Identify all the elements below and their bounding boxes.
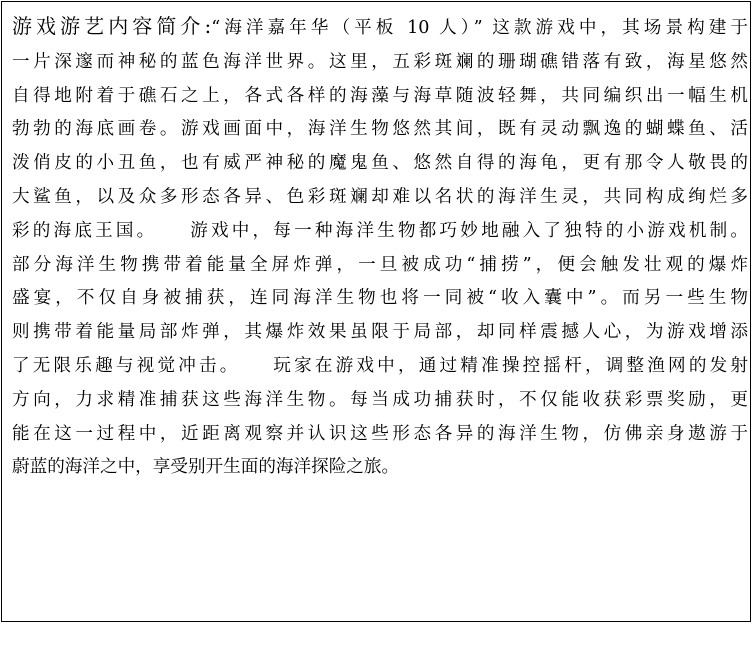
document-line-3: 自得地附着于礁石之上，各式各样的海藻与海草随波轻舞，共同编织出一幅生机 — [12, 85, 748, 106]
document-line-5: 泼俏皮的小丑鱼，也有威严神秘的魔鬼鱼、悠然自得的海龟，更有那令人敬畏的 — [12, 153, 748, 174]
document-body — [12, 10, 748, 485]
document-line-9: 盛宴，不仅自身被捕获，连同海洋生物也将一同被“收入囊中”。而另一些生物 — [12, 288, 748, 309]
document-line-6: 大鲨鱼，以及众多形态各异、色彩斑斓却难以名状的海洋生灵，共同构成绚烂多 — [12, 186, 748, 207]
document-line-13: 能在这一过程中，近距离观察并认识这些形态各异的海洋生物，仿佛亲身遨游于 — [12, 423, 748, 444]
document-line-10: 则携带着能量局部炸弹，其爆炸效果虽限于局部，却同样震撼人心，为游戏增添 — [12, 322, 748, 343]
document-line-7: 彩的海底王国。 游戏中，每一种海洋生物都巧妙地融入了独特的小游戏机制。 — [12, 220, 748, 241]
document-line-11: 了无限乐趣与视觉冲击。 玩家在游戏中，通过精准操控摇杆，调整渔网的发射 — [12, 355, 748, 376]
document-line-4: 勃勃的海底画卷。游戏画面中，海洋生物悠然其间，既有灵动飘逸的蝴蝶鱼、活 — [12, 119, 748, 140]
document-heading: 游戏游艺内容简介: — [12, 14, 212, 38]
document-box — [1, 1, 751, 622]
document-line-text: “海洋嘉年华（平板 10 人）” 这款游戏中，其场景构建于 — [211, 18, 748, 38]
document-line-2: 一片深邃而神秘的蓝色海洋世界。这里，五彩斑斓的珊瑚礁错落有致，海星悠然 — [12, 51, 748, 72]
document-line-1 — [12, 10, 748, 46]
document-line-14: 蔚蓝的海洋之中，享受别开生面的海洋探险之旅。 — [12, 457, 400, 478]
document-line-8: 部分海洋生物携带着能量全屏炸弹，一旦被成功“捕捞”，便会触发壮观的爆炸 — [12, 254, 748, 275]
document-line-12: 方向，力求精准捕获这些海洋生物。每当成功捕获时，不仅能收获彩票奖励，更 — [12, 389, 748, 410]
